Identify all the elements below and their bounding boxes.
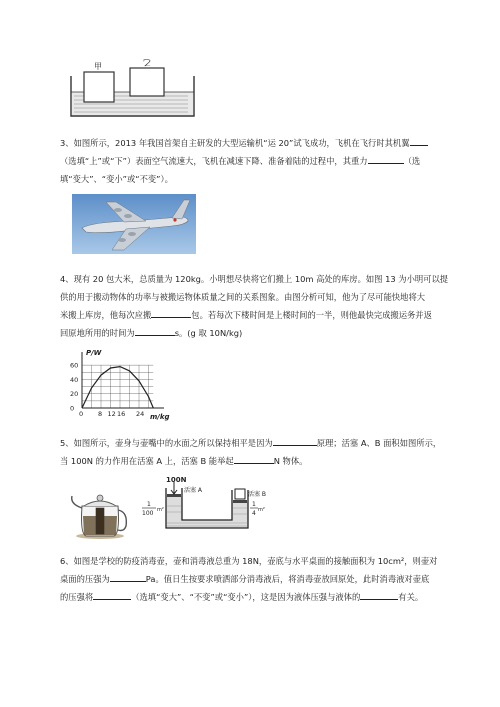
q3-blank-2	[368, 154, 404, 164]
q3-text-b: （选填“上”或“下”）表面空气流速大，飞机在减速下降、准备着陆的过程中，其重力	[60, 156, 368, 166]
q6-blank-1	[110, 572, 146, 582]
q4-text-d: 包。若每次下楼时间是上楼时间的一半，则他最快完成搬运务并返	[191, 310, 432, 320]
chart-x-label: m/kg	[150, 413, 170, 421]
chart-y-label: P/W	[86, 349, 102, 357]
question-5	[60, 434, 460, 470]
q4-blank-2	[135, 326, 175, 336]
piston-b-label: 活塞 B	[248, 491, 266, 498]
y-tick-label: 60	[70, 361, 79, 370]
q3-text-c: （选	[403, 156, 421, 166]
x-tick-label: 0	[79, 410, 84, 418]
power-mass-chart	[64, 346, 184, 422]
q6-text-c: Pa。值日生按要求喷洒部分消毒液后，将消毒壶放回原处，此时消毒液对壶底	[145, 574, 430, 584]
q4-blank-1	[151, 308, 191, 318]
q3-text-d: 填“变大”、“变小”或“不变”）。	[60, 174, 173, 184]
block-label-jia: 甲	[94, 62, 102, 71]
x-tick-label: 12	[107, 410, 116, 418]
q4-text-c: 米搬上库房，他每次应搬	[60, 310, 152, 320]
question-4	[60, 270, 460, 342]
piston-a-label: 活塞 A	[184, 487, 203, 494]
q6-text-d: 的压强将	[60, 592, 94, 602]
question-6	[60, 552, 460, 606]
q3-text-a: 3、如图所示，2013 年我国首架自主研发的大型运输机“运 20”试飞成功，飞机在飞行时其机翼	[60, 138, 410, 148]
power-curve	[82, 367, 153, 408]
y-tick-label: 20	[70, 390, 79, 399]
x-tick-label: 8	[98, 410, 103, 418]
q4-text-f: s。(g 取 10N/kg)	[174, 328, 243, 338]
area-b-numerator: 1	[252, 501, 256, 508]
question-3	[60, 134, 460, 188]
force-label: 100N	[166, 476, 187, 484]
y-tick-label: 0	[70, 404, 75, 413]
floating-blocks-figure	[68, 58, 198, 120]
area-a-numerator: 1	[147, 501, 151, 508]
area-a-unit: m²	[157, 507, 164, 513]
y-tick-label: 40	[70, 375, 79, 384]
q6-blank-2	[93, 590, 131, 600]
q4-text-a: 4、现有 20 包大米，总质量为 120kg。小明想尽快将它们搬上 10m 高处的库房。如图 13 为小明可以提	[60, 274, 449, 284]
q3-blank-1	[410, 136, 428, 146]
q5-blank-2	[234, 454, 274, 464]
q5-text-d: N 物体。	[273, 456, 308, 466]
block-label-yi: 乙	[143, 58, 151, 67]
q6-blank-3	[360, 590, 398, 600]
q4-text-b: 供的用于搬动物体的功率与被搬运物体质量之间的关系图象。由图分析可知，他为了尽可能快地将大	[60, 292, 426, 302]
area-a-denominator: 100	[142, 510, 154, 517]
q6-text-a: 6、如图是学校的防疫消毒壶，壶和消毒液总重为 18N，壶底与水平桌面的接触面积为 10cm²，则壶对	[60, 556, 438, 566]
q5-blank-1	[273, 436, 317, 446]
airplane-photo	[72, 194, 196, 254]
q4-text-e: 回原地所用的时间为	[60, 328, 135, 338]
q6-text-b: 桌面的压强为	[60, 574, 110, 584]
q6-text-e: （选填“变大”、“不变”或“变小”），这是因为液体压强与液体的	[131, 592, 361, 602]
x-tick-label: 16	[117, 410, 126, 418]
q6-text-f: 有关。	[398, 592, 424, 602]
q5-text-a: 5、如图所示，壶身与壶嘴中的水面之所以保持相平是因为	[60, 438, 273, 448]
q5-text-c: 当 100N 的力作用在活塞 A 上，活塞 B 能举起	[60, 456, 234, 466]
hydraulic-press-figure	[136, 476, 266, 536]
x-tick-label: 24	[136, 410, 145, 418]
area-b-denominator: 4	[252, 510, 256, 517]
area-b-unit: m²	[258, 507, 265, 513]
q5-text-b: 原理；活塞 A、B 面积如图所示，	[316, 438, 442, 448]
teapot-figure	[70, 486, 130, 540]
